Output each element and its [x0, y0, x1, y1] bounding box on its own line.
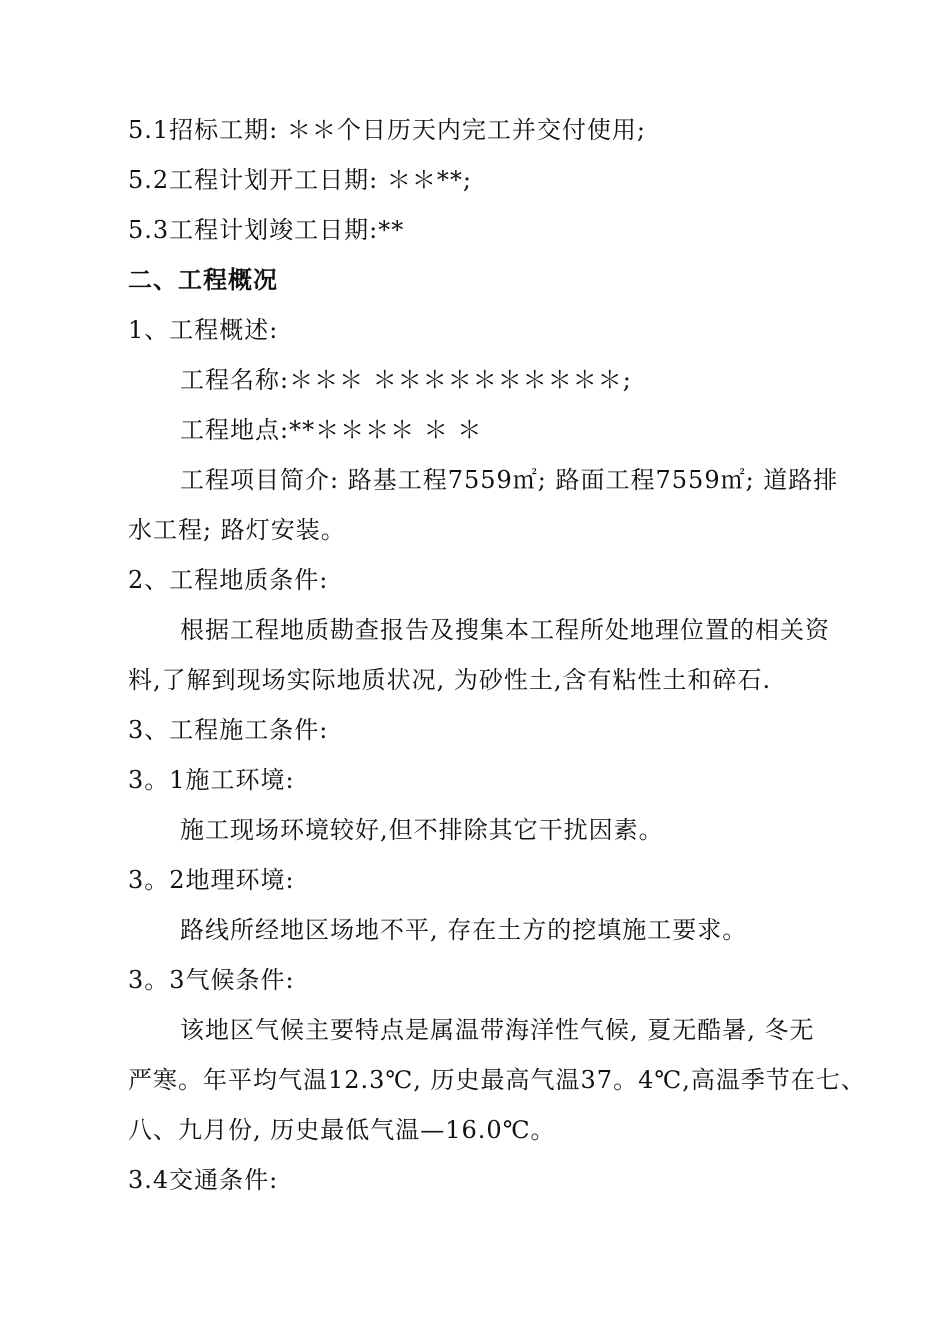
text-project-name: 工程名称:＊＊＊ ＊＊＊＊＊＊＊＊＊＊; — [180, 366, 632, 394]
text-line-5-3: 5.3工程计划竣工日期:** — [128, 216, 405, 244]
text-climate-1: 该地区气候主要特点是属温带海洋性气候, 夏无酷暑, 冬无 — [180, 1016, 815, 1044]
text-project-intro-2: 水工程; 路灯安装。 — [128, 516, 346, 544]
section-heading-overview: 二、工程概况 — [128, 265, 278, 294]
subheading-traffic: 3.4交通条件: — [128, 1166, 279, 1194]
text-line-5-2: 5.2工程计划开工日期: ＊＊**; — [128, 166, 472, 194]
text-geographic-environment: 路线所经地区场地不平, 存在土方的挖填施工要求。 — [180, 916, 748, 944]
subheading-geographic-environment: 3。2地理环境: — [128, 866, 295, 894]
subheading-construction-environment: 3。1施工环境: — [128, 766, 295, 794]
text-climate-3: 八、九月份, 历史最低气温—16.0℃。 — [128, 1116, 556, 1144]
subheading-construction-conditions: 3、工程施工条件: — [128, 716, 329, 744]
subheading-geology: 2、工程地质条件: — [128, 566, 329, 594]
subheading-climate: 3。3气候条件: — [128, 966, 295, 994]
text-geology-2: 料,了解到现场实际地质状况, 为砂性土,含有粘性土和碎石. — [128, 666, 772, 694]
text-geology-1: 根据工程地质勘查报告及搜集本工程所处地理位置的相关资 — [180, 616, 830, 644]
text-construction-environment: 施工现场环境较好,但不排除其它干扰因素。 — [180, 816, 664, 844]
text-project-intro-1: 工程项目简介: 路基工程7559㎡; 路面工程7559㎡; 道路排 — [180, 466, 839, 494]
subheading-project-summary: 1、工程概述: — [128, 316, 279, 344]
text-line-5-1: 5.1招标工期: ＊＊个日历天内完工并交付使用; — [128, 116, 646, 144]
text-climate-2: 严寒。年平均气温12.3℃, 历史最高气温37。4℃,高温季节在七、 — [128, 1066, 866, 1094]
text-project-location: 工程地点:**＊＊＊＊ ＊ ＊ — [180, 416, 483, 444]
